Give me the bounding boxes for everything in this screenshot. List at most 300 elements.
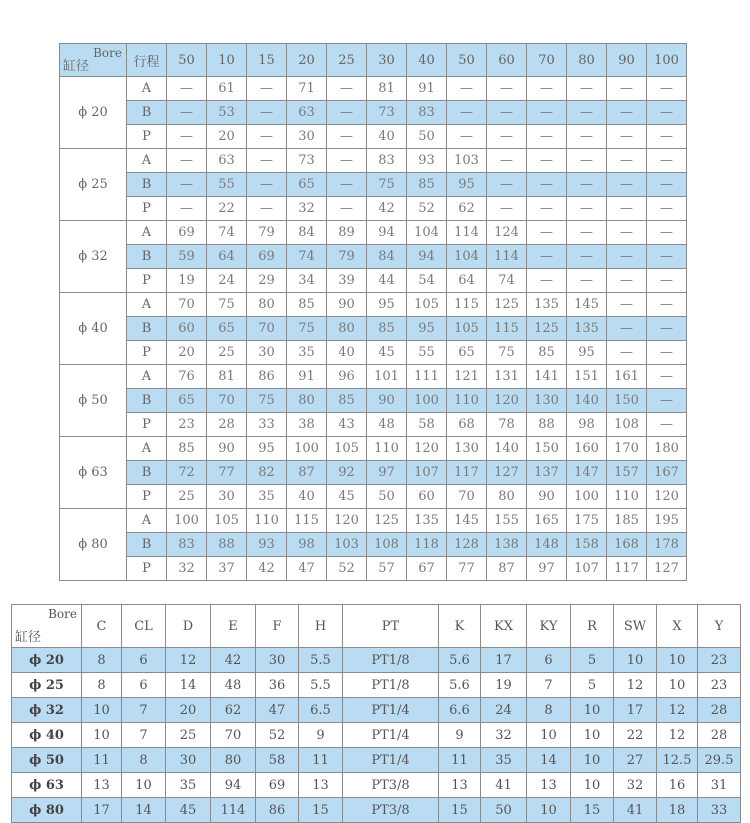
value-cell: — xyxy=(527,149,567,173)
value-cell: 32 xyxy=(167,557,207,581)
value-cell: 24 xyxy=(481,698,527,723)
value-cell: PT3/8 xyxy=(343,798,439,823)
value-cell: 19 xyxy=(481,673,527,698)
value-cell: — xyxy=(567,173,607,197)
value-cell: 92 xyxy=(327,461,367,485)
value-cell: 85 xyxy=(527,341,567,365)
value-cell: 105 xyxy=(407,293,447,317)
table-row xyxy=(60,413,687,437)
value-cell: 110 xyxy=(247,509,287,533)
dimension-header-cell: R xyxy=(571,605,614,648)
bore-size-cell: ϕ 80 xyxy=(60,509,127,581)
row-type-cell: P xyxy=(127,269,167,293)
value-cell: 6 xyxy=(122,673,166,698)
value-cell: — xyxy=(607,125,647,149)
value-cell: 8 xyxy=(82,673,122,698)
value-cell: 94 xyxy=(367,221,407,245)
value-cell: 14 xyxy=(166,673,211,698)
value-cell: 70 xyxy=(247,317,287,341)
value-cell: 90 xyxy=(527,485,567,509)
table-row xyxy=(60,173,687,197)
value-cell: 35 xyxy=(481,748,527,773)
value-cell: — xyxy=(487,125,527,149)
bore-size-cell: ϕ 20 xyxy=(60,77,127,149)
row-type-cell: P xyxy=(127,557,167,581)
value-cell: 53 xyxy=(207,101,247,125)
value-cell: 94 xyxy=(211,773,256,798)
value-cell: 62 xyxy=(447,197,487,221)
value-cell: 77 xyxy=(207,461,247,485)
value-cell: 114 xyxy=(447,221,487,245)
table-row xyxy=(60,197,687,221)
value-cell: 104 xyxy=(447,245,487,269)
table-row xyxy=(12,673,741,698)
value-cell: 61 xyxy=(207,77,247,101)
value-cell: 35 xyxy=(287,341,327,365)
value-cell: — xyxy=(327,125,367,149)
value-cell: 93 xyxy=(407,149,447,173)
table-row xyxy=(60,149,687,173)
value-cell: 85 xyxy=(407,173,447,197)
value-cell: 74 xyxy=(487,269,527,293)
bore-size-cell: ϕ 32 xyxy=(12,698,82,723)
value-cell: 81 xyxy=(207,365,247,389)
value-cell: 73 xyxy=(287,149,327,173)
value-cell: 54 xyxy=(407,269,447,293)
value-cell: 107 xyxy=(407,461,447,485)
table-row xyxy=(60,485,687,509)
value-cell: 127 xyxy=(487,461,527,485)
value-cell: 86 xyxy=(247,365,287,389)
value-cell: 81 xyxy=(367,77,407,101)
value-cell: 125 xyxy=(487,293,527,317)
value-cell: 75 xyxy=(367,173,407,197)
row-type-cell: P xyxy=(127,341,167,365)
value-cell: 95 xyxy=(447,173,487,197)
value-cell: — xyxy=(567,221,607,245)
value-cell: — xyxy=(647,389,687,413)
value-cell: — xyxy=(527,197,567,221)
value-cell: 28 xyxy=(207,413,247,437)
value-cell: 158 xyxy=(567,533,607,557)
value-cell: — xyxy=(567,77,607,101)
value-cell: 86 xyxy=(256,798,299,823)
value-cell: 8 xyxy=(527,698,571,723)
value-cell: 76 xyxy=(167,365,207,389)
value-cell: 75 xyxy=(207,293,247,317)
value-cell: — xyxy=(167,125,207,149)
row-type-cell: P xyxy=(127,485,167,509)
value-cell: 73 xyxy=(367,101,407,125)
value-cell: 38 xyxy=(287,413,327,437)
table-row xyxy=(60,245,687,269)
value-cell: 111 xyxy=(407,365,447,389)
value-cell: 118 xyxy=(407,533,447,557)
value-cell: 35 xyxy=(166,773,211,798)
stroke-header-cell: 10 xyxy=(207,44,247,77)
value-cell: 16 xyxy=(657,773,698,798)
value-cell: — xyxy=(247,125,287,149)
dimension-header-cell: K xyxy=(439,605,481,648)
value-cell: 5 xyxy=(571,648,614,673)
value-cell: — xyxy=(607,173,647,197)
value-cell: 29.5 xyxy=(698,748,741,773)
value-cell: 89 xyxy=(327,221,367,245)
value-cell: 12 xyxy=(657,723,698,748)
value-cell: 170 xyxy=(607,437,647,461)
value-cell: PT1/8 xyxy=(343,673,439,698)
value-cell: 138 xyxy=(487,533,527,557)
value-cell: 125 xyxy=(527,317,567,341)
value-cell: 28 xyxy=(698,698,741,723)
value-cell: 22 xyxy=(614,723,657,748)
value-cell: — xyxy=(167,101,207,125)
stroke-header-cell: 100 xyxy=(647,44,687,77)
value-cell: 80 xyxy=(247,293,287,317)
value-cell: 98 xyxy=(287,533,327,557)
value-cell: 130 xyxy=(447,437,487,461)
table-row xyxy=(60,317,687,341)
value-cell: 20 xyxy=(166,698,211,723)
value-cell: 80 xyxy=(487,485,527,509)
value-cell: 13 xyxy=(299,773,343,798)
value-cell: — xyxy=(607,221,647,245)
value-cell: 84 xyxy=(367,245,407,269)
value-cell: 100 xyxy=(407,389,447,413)
value-cell: 83 xyxy=(167,533,207,557)
value-cell: 178 xyxy=(647,533,687,557)
stroke-header-cell: 40 xyxy=(407,44,447,77)
value-cell: 80 xyxy=(211,748,256,773)
value-cell: 17 xyxy=(481,648,527,673)
table-row xyxy=(60,341,687,365)
value-cell: 11 xyxy=(299,748,343,773)
value-cell: 62 xyxy=(211,698,256,723)
value-cell: — xyxy=(647,221,687,245)
value-cell: 32 xyxy=(481,723,527,748)
row-type-cell: P xyxy=(127,413,167,437)
value-cell: 128 xyxy=(447,533,487,557)
value-cell: 104 xyxy=(407,221,447,245)
value-cell: 5.6 xyxy=(439,648,481,673)
value-cell: — xyxy=(567,269,607,293)
value-cell: 30 xyxy=(287,125,327,149)
value-cell: — xyxy=(607,197,647,221)
value-cell: 168 xyxy=(607,533,647,557)
value-cell: 110 xyxy=(607,485,647,509)
value-cell: 100 xyxy=(287,437,327,461)
value-cell: 9 xyxy=(439,723,481,748)
stroke-dimension-table xyxy=(59,43,687,581)
row-type-cell: B xyxy=(127,461,167,485)
stroke-header-cell: 60 xyxy=(487,44,527,77)
value-cell: 70 xyxy=(211,723,256,748)
value-cell: — xyxy=(527,269,567,293)
value-cell: 33 xyxy=(247,413,287,437)
value-cell: 83 xyxy=(407,101,447,125)
bore-size-cell: ϕ 50 xyxy=(60,365,127,437)
bore-label-cn: 缸径 xyxy=(63,59,90,74)
value-cell: — xyxy=(487,197,527,221)
value-cell: — xyxy=(567,101,607,125)
value-cell: 64 xyxy=(207,245,247,269)
value-cell: 14 xyxy=(122,798,166,823)
value-cell: 22 xyxy=(207,197,247,221)
value-cell: 185 xyxy=(607,509,647,533)
value-cell: 13 xyxy=(82,773,122,798)
value-cell: 41 xyxy=(481,773,527,798)
value-cell: 10 xyxy=(571,773,614,798)
value-cell: — xyxy=(447,101,487,125)
value-cell: 13 xyxy=(527,773,571,798)
value-cell: 6 xyxy=(122,648,166,673)
bore-size-cell: ϕ 25 xyxy=(60,149,127,221)
value-cell: 117 xyxy=(447,461,487,485)
stroke-header-cell: 25 xyxy=(327,44,367,77)
value-cell: 55 xyxy=(207,173,247,197)
value-cell: 47 xyxy=(287,557,327,581)
value-cell: 14 xyxy=(527,748,571,773)
value-cell: 39 xyxy=(327,269,367,293)
value-cell: 83 xyxy=(367,149,407,173)
value-cell: 100 xyxy=(167,509,207,533)
value-cell: 70 xyxy=(167,293,207,317)
value-cell: 93 xyxy=(247,533,287,557)
row-type-cell: A xyxy=(127,77,167,101)
value-cell: 88 xyxy=(207,533,247,557)
dimension-header-cell: C xyxy=(82,605,122,648)
value-cell: 121 xyxy=(447,365,487,389)
value-cell: 97 xyxy=(367,461,407,485)
stroke-header-cell: 50 xyxy=(167,44,207,77)
value-cell: 103 xyxy=(447,149,487,173)
value-cell: 95 xyxy=(247,437,287,461)
table-row xyxy=(60,557,687,581)
value-cell: 30 xyxy=(247,341,287,365)
value-cell: — xyxy=(527,245,567,269)
value-cell: 105 xyxy=(207,509,247,533)
bore-label-en: Bore xyxy=(93,46,122,60)
table-row xyxy=(12,723,741,748)
value-cell: 95 xyxy=(407,317,447,341)
value-cell: 68 xyxy=(447,413,487,437)
bore-size-cell: ϕ 32 xyxy=(60,221,127,293)
value-cell: — xyxy=(487,77,527,101)
value-cell: — xyxy=(567,197,607,221)
value-cell: 24 xyxy=(207,269,247,293)
value-cell: 155 xyxy=(487,509,527,533)
value-cell: 12 xyxy=(614,673,657,698)
value-cell: 48 xyxy=(211,673,256,698)
value-cell: 95 xyxy=(367,293,407,317)
value-cell: 50 xyxy=(367,485,407,509)
value-cell: 120 xyxy=(647,485,687,509)
value-cell: 18 xyxy=(657,798,698,823)
dimension-header-cell: E xyxy=(211,605,256,648)
value-cell: 90 xyxy=(207,437,247,461)
bore-size-cell: ϕ 80 xyxy=(12,798,82,823)
value-cell: 88 xyxy=(527,413,567,437)
value-cell: — xyxy=(167,173,207,197)
value-cell: 70 xyxy=(447,485,487,509)
value-cell: 78 xyxy=(487,413,527,437)
value-cell: 131 xyxy=(487,365,527,389)
value-cell: 5.6 xyxy=(439,673,481,698)
value-cell: 44 xyxy=(367,269,407,293)
stroke-header-cell: 20 xyxy=(287,44,327,77)
bore-corner-header-2 xyxy=(12,605,82,648)
value-cell: 91 xyxy=(287,365,327,389)
dimension-header-cell: CL xyxy=(122,605,166,648)
value-cell: 5 xyxy=(571,673,614,698)
value-cell: — xyxy=(607,149,647,173)
value-cell: — xyxy=(327,197,367,221)
value-cell: 120 xyxy=(487,389,527,413)
value-cell: 140 xyxy=(487,437,527,461)
row-type-cell: A xyxy=(127,293,167,317)
value-cell: 65 xyxy=(167,389,207,413)
value-cell: 10 xyxy=(614,648,657,673)
value-cell: 10 xyxy=(571,698,614,723)
value-cell: — xyxy=(167,197,207,221)
value-cell: 60 xyxy=(407,485,447,509)
value-cell: 35 xyxy=(247,485,287,509)
value-cell: 7 xyxy=(122,723,166,748)
value-cell: 85 xyxy=(167,437,207,461)
value-cell: 145 xyxy=(567,293,607,317)
value-cell: — xyxy=(167,77,207,101)
value-cell: 75 xyxy=(247,389,287,413)
value-cell: 145 xyxy=(447,509,487,533)
value-cell: 30 xyxy=(256,648,299,673)
value-cell: 15 xyxy=(571,798,614,823)
value-cell: 130 xyxy=(527,389,567,413)
value-cell: 120 xyxy=(327,509,367,533)
value-cell: 91 xyxy=(407,77,447,101)
value-cell: 85 xyxy=(287,293,327,317)
bore-size-cell: ϕ 40 xyxy=(60,293,127,365)
table-row xyxy=(60,101,687,125)
bore-size-cell: ϕ 50 xyxy=(12,748,82,773)
bore-size-cell: ϕ 63 xyxy=(60,437,127,509)
table-row xyxy=(60,437,687,461)
dimension-header-cell: X xyxy=(657,605,698,648)
value-cell: PT1/4 xyxy=(343,723,439,748)
value-cell: PT1/8 xyxy=(343,648,439,673)
value-cell: — xyxy=(527,173,567,197)
table-row xyxy=(60,533,687,557)
stroke-table-header-row xyxy=(60,44,687,77)
value-cell: 80 xyxy=(287,389,327,413)
value-cell: 5.5 xyxy=(299,673,343,698)
value-cell: 72 xyxy=(167,461,207,485)
value-cell: 108 xyxy=(367,533,407,557)
value-cell: — xyxy=(607,101,647,125)
value-cell: 27 xyxy=(614,748,657,773)
value-cell: 94 xyxy=(407,245,447,269)
value-cell: 105 xyxy=(447,317,487,341)
value-cell: 5.5 xyxy=(299,648,343,673)
value-cell: 8 xyxy=(82,648,122,673)
table-row xyxy=(12,748,741,773)
value-cell: 7 xyxy=(527,673,571,698)
value-cell: 80 xyxy=(327,317,367,341)
value-cell: 15 xyxy=(299,798,343,823)
value-cell: — xyxy=(647,245,687,269)
value-cell: 30 xyxy=(207,485,247,509)
value-cell: 11 xyxy=(82,748,122,773)
value-cell: — xyxy=(527,125,567,149)
value-cell: PT1/4 xyxy=(343,698,439,723)
value-cell: — xyxy=(327,149,367,173)
value-cell: 40 xyxy=(327,341,367,365)
value-cell: 42 xyxy=(247,557,287,581)
value-cell: 10 xyxy=(571,748,614,773)
value-cell: 6.5 xyxy=(299,698,343,723)
value-cell: 147 xyxy=(567,461,607,485)
bore-size-cell: ϕ 40 xyxy=(12,723,82,748)
value-cell: 114 xyxy=(487,245,527,269)
value-cell: — xyxy=(647,365,687,389)
bore-label-en-2: Bore xyxy=(48,607,77,621)
value-cell: — xyxy=(647,149,687,173)
value-cell: 29 xyxy=(247,269,287,293)
value-cell: 10 xyxy=(657,673,698,698)
value-cell: 25 xyxy=(166,723,211,748)
value-cell: PT1/4 xyxy=(343,748,439,773)
row-type-cell: B xyxy=(127,173,167,197)
value-cell: — xyxy=(647,341,687,365)
value-cell: 84 xyxy=(287,221,327,245)
value-cell: PT3/8 xyxy=(343,773,439,798)
value-cell: 87 xyxy=(287,461,327,485)
value-cell: — xyxy=(447,125,487,149)
stroke-header-cell: 70 xyxy=(527,44,567,77)
row-type-cell: A xyxy=(127,509,167,533)
value-cell: 107 xyxy=(567,557,607,581)
value-cell: 141 xyxy=(527,365,567,389)
value-cell: 57 xyxy=(367,557,407,581)
dimension-header-cell: KY xyxy=(527,605,571,648)
table-row xyxy=(60,269,687,293)
value-cell: — xyxy=(647,77,687,101)
value-cell: 65 xyxy=(287,173,327,197)
value-cell: 85 xyxy=(327,389,367,413)
value-cell: 25 xyxy=(167,485,207,509)
value-cell: — xyxy=(567,125,607,149)
value-cell: 67 xyxy=(407,557,447,581)
value-cell: 40 xyxy=(287,485,327,509)
row-type-cell: B xyxy=(127,317,167,341)
value-cell: — xyxy=(607,293,647,317)
table-row xyxy=(60,125,687,149)
value-cell: — xyxy=(607,245,647,269)
value-cell: 124 xyxy=(487,221,527,245)
value-cell: 120 xyxy=(407,437,447,461)
row-type-cell: A xyxy=(127,149,167,173)
value-cell: 8 xyxy=(122,748,166,773)
table-row xyxy=(60,293,687,317)
value-cell: 13 xyxy=(439,773,481,798)
value-cell: — xyxy=(647,293,687,317)
row-type-cell: B xyxy=(127,245,167,269)
table-row xyxy=(12,698,741,723)
value-cell: 42 xyxy=(211,648,256,673)
value-cell: 165 xyxy=(527,509,567,533)
value-cell: 110 xyxy=(447,389,487,413)
dimension-header-cell: D xyxy=(166,605,211,648)
value-cell: 150 xyxy=(527,437,567,461)
